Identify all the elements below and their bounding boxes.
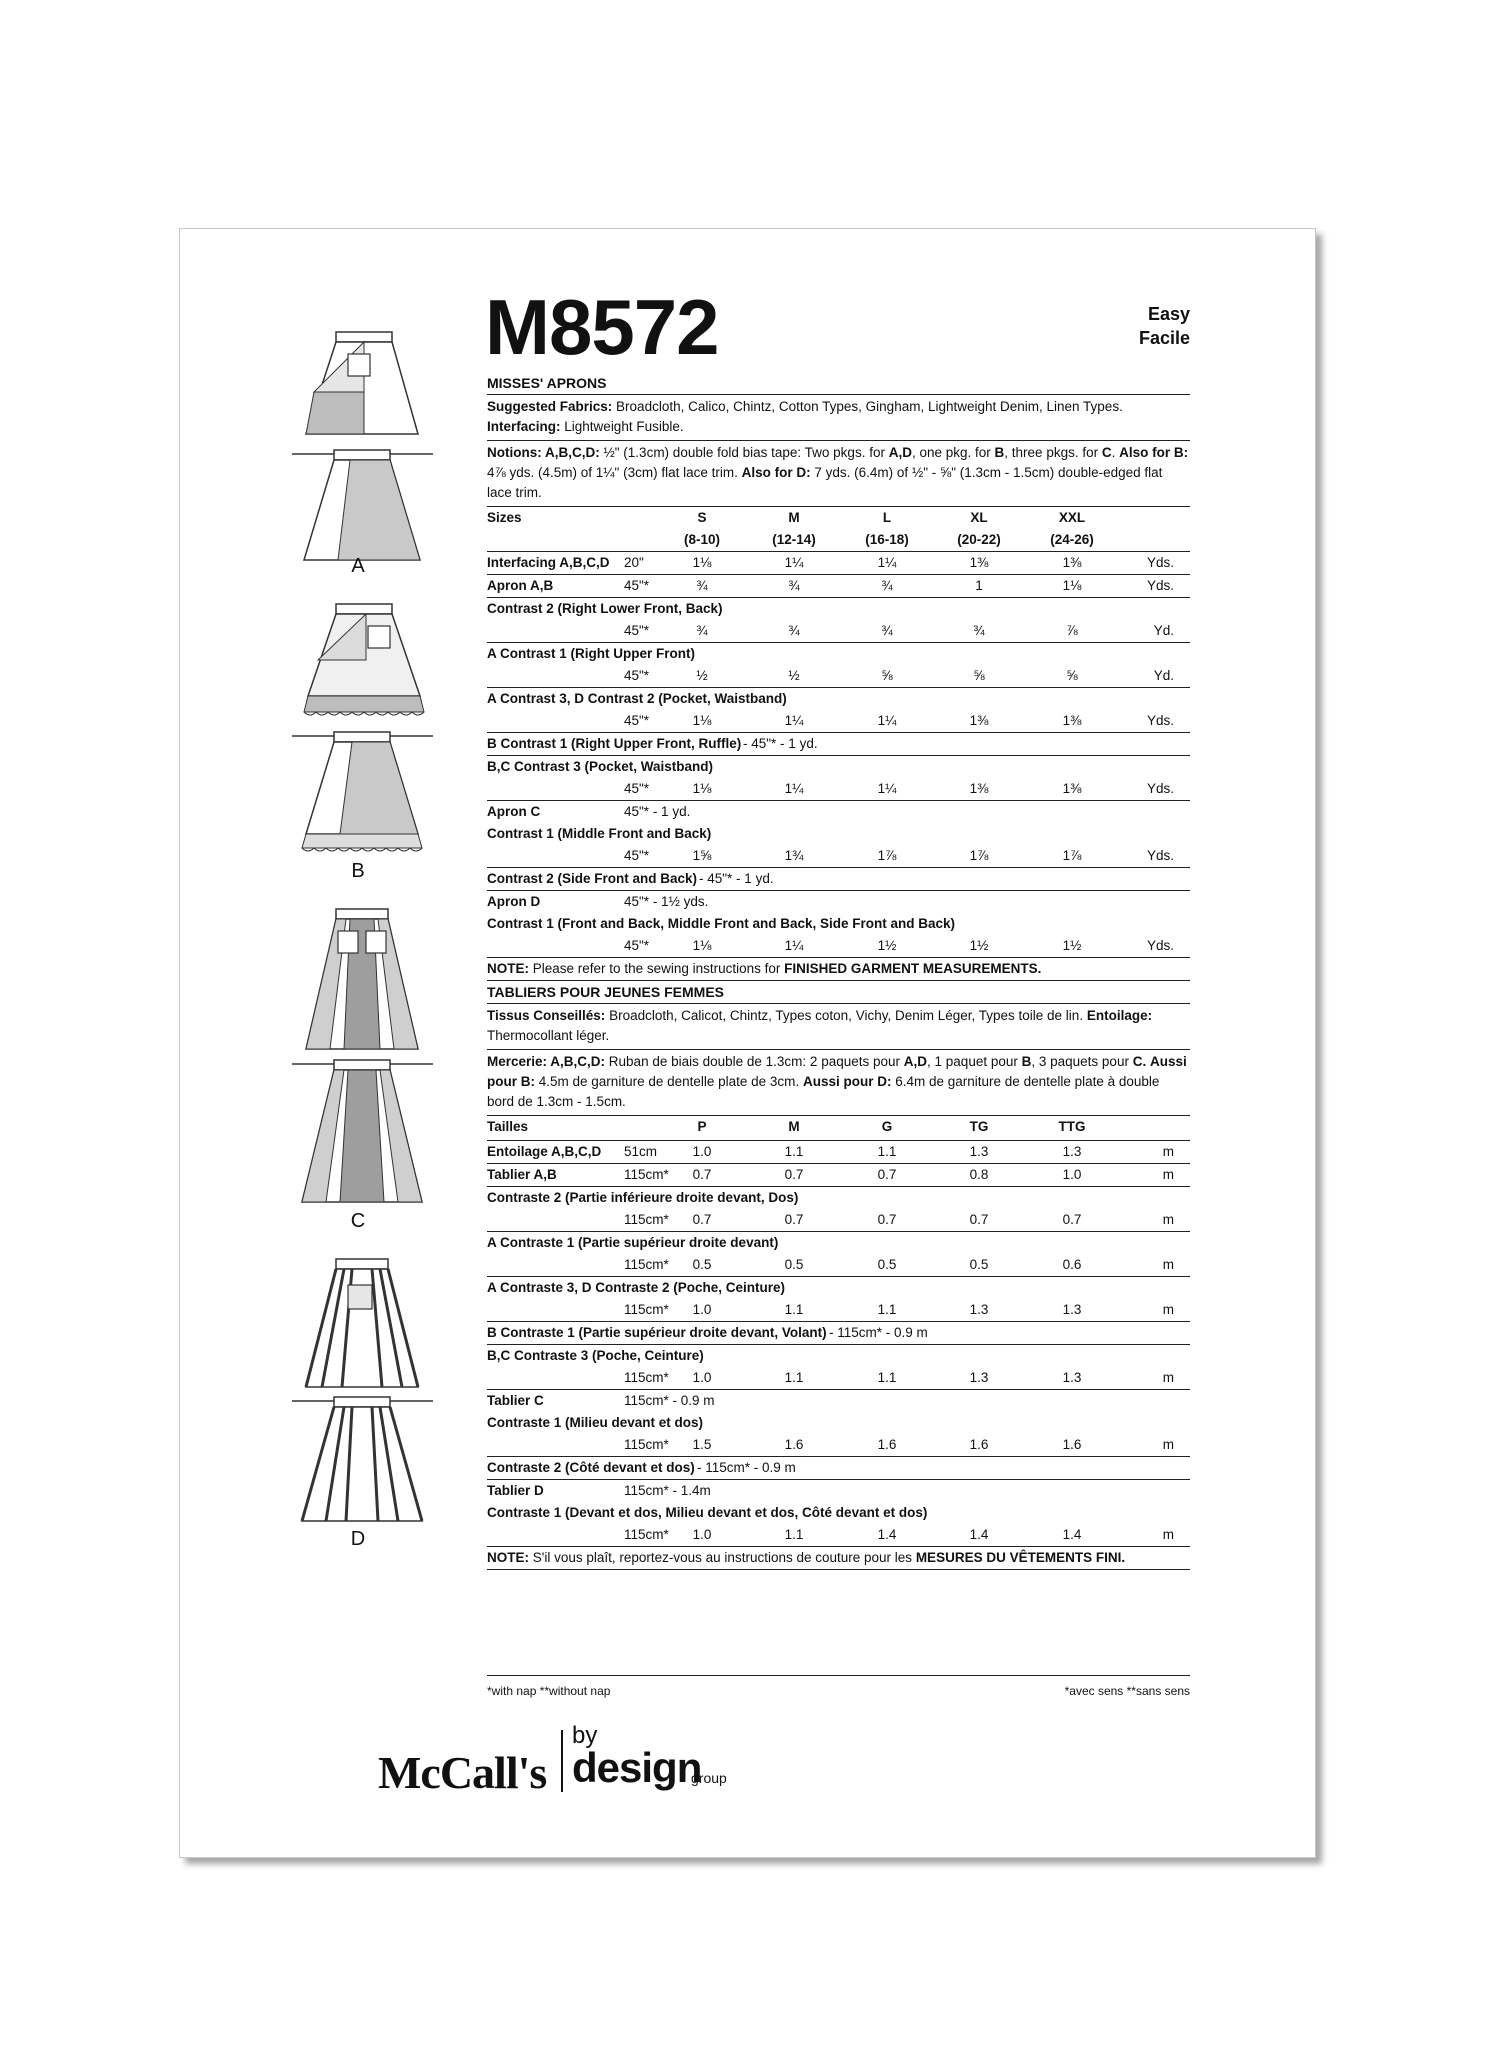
yardage-row xyxy=(487,1457,1190,1480)
unit: Yds. xyxy=(1146,848,1174,863)
fabric-width: 20" xyxy=(624,555,644,570)
row-label: A Contraste 1 (Partie supérieur droite devant) xyxy=(487,1235,779,1250)
yardage-row xyxy=(487,913,1190,935)
size-value: 1.3 xyxy=(969,1370,989,1385)
yardage-row xyxy=(487,1390,1190,1412)
size-value: 1.1 xyxy=(784,1370,804,1385)
size-value: 1½ xyxy=(1062,938,1082,953)
row-label: Contrast 2 (Right Lower Front, Back) xyxy=(487,601,723,616)
yardage-row xyxy=(487,1164,1190,1187)
size-value: 1¾ xyxy=(784,848,804,863)
size-value: 1½ xyxy=(877,938,897,953)
fabric-width: 115cm* - 0.9 m xyxy=(624,1393,715,1408)
yardage-row xyxy=(487,733,1190,756)
size-value: 1.1 xyxy=(784,1144,804,1159)
yardage-row xyxy=(487,598,1190,620)
yardage-row xyxy=(487,688,1190,710)
yardage-row xyxy=(487,1299,1190,1322)
en-note: NOTE: Please refer to the sewing instructions for FINISHED GARMENT MEASUREMENTS. xyxy=(487,958,1190,981)
size-value: ¾ xyxy=(788,578,800,593)
yardage-row xyxy=(487,1254,1190,1277)
yardage-row xyxy=(487,710,1190,733)
yardage-row xyxy=(487,778,1190,801)
size-value: 1.6 xyxy=(877,1437,897,1452)
size-value: 0.7 xyxy=(784,1212,804,1227)
yardage-row xyxy=(487,1480,1190,1502)
size-value: 0.7 xyxy=(692,1167,712,1182)
row-label: Contraste 1 (Devant et dos, Milieu devant et dos, Côté devant et dos) xyxy=(487,1505,928,1520)
yardage-row xyxy=(487,1187,1190,1209)
yardage-row xyxy=(487,665,1190,688)
unit: m xyxy=(1162,1437,1174,1452)
unit: m xyxy=(1162,1257,1174,1272)
fabric-width: 51cm xyxy=(624,1144,658,1159)
size-value: 0.5 xyxy=(969,1257,989,1272)
nap-legend-en: *with nap **without nap xyxy=(487,1684,611,1698)
unit: m xyxy=(1162,1144,1174,1159)
size-value: 0.8 xyxy=(969,1167,989,1182)
en-section-title: MISSES' APRONS xyxy=(487,372,1190,395)
fr-yardage-table xyxy=(487,1141,1190,1547)
row-label: Apron D xyxy=(487,894,541,909)
yardage-row xyxy=(487,1232,1190,1254)
view-label-a: A xyxy=(351,555,365,577)
size-value: 1⅞ xyxy=(1062,848,1082,863)
fr-sizes-header: Tailles P M G TG TTG xyxy=(487,1116,1190,1141)
size-value: 1⅛ xyxy=(692,781,712,796)
fabric-width: 45"* xyxy=(624,713,650,728)
row-label: B,C Contrast 3 (Pocket, Waistband) xyxy=(487,759,714,774)
size-value: 0.7 xyxy=(877,1212,897,1227)
en-fabrics: Suggested Fabrics: Broadcloth, Calico, Chintz, Cotton Types, Gingham, Lightweight Denim, Linen Types. Interfacing: Lightweight Fusible. xyxy=(487,395,1190,441)
size-value: 1.6 xyxy=(969,1437,989,1452)
unit: m xyxy=(1162,1167,1174,1182)
view-c-back-illustration xyxy=(290,1058,435,1208)
unit: m xyxy=(1162,1370,1174,1385)
size-value: 1¼ xyxy=(784,555,804,570)
unit: Yd. xyxy=(1153,623,1174,638)
fabric-width: 45"* - 1 yd. xyxy=(624,804,691,819)
size-value: 1.4 xyxy=(969,1527,989,1542)
en-yardage-table xyxy=(487,552,1190,958)
fabric-width: 115cm* xyxy=(624,1370,669,1385)
nap-legend-fr: *avec sens **sans sens xyxy=(1064,1684,1190,1698)
size-value: ¾ xyxy=(788,623,800,638)
size-value: 1⅜ xyxy=(969,555,989,570)
size-value: ⅝ xyxy=(1066,668,1078,683)
size-value: 1⅜ xyxy=(1062,555,1082,570)
unit: Yds. xyxy=(1146,578,1174,593)
size-value: 0.7 xyxy=(1062,1212,1082,1227)
row-label: A Contraste 3, D Contraste 2 (Poche, Ceinture) xyxy=(487,1280,786,1295)
fabric-width: 115cm* xyxy=(624,1527,669,1542)
fabric-width: 45"* xyxy=(624,668,650,683)
fabric-width: 115cm* xyxy=(624,1212,669,1227)
fabric-width: 45"* xyxy=(624,781,650,796)
fabric-width: 45"* xyxy=(624,848,650,863)
size-value: ½ xyxy=(696,668,708,683)
row-label: B Contrast 1 (Right Upper Front, Ruffle) xyxy=(487,736,742,751)
size-value: ⅞ xyxy=(1066,623,1078,638)
row-label: Contrast 1 (Middle Front and Back) xyxy=(487,826,712,841)
design-group-suffix: group xyxy=(691,1770,727,1786)
row-label: Contraste 2 (Côté devant et dos) xyxy=(487,1460,695,1475)
view-b-front-illustration xyxy=(296,600,431,720)
size-value: 1.1 xyxy=(877,1370,897,1385)
fabric-width: 115cm* xyxy=(624,1257,669,1272)
fr-fabrics: Tissus Conseillés: Broadcloth, Calicot, Chintz, Types coton, Vichy, Denim Léger, Types toile de lin. Entoilage: Thermocollant léger. xyxy=(487,1004,1190,1050)
size-value: 1.1 xyxy=(784,1302,804,1317)
size-value: 1⅛ xyxy=(1062,578,1082,593)
fabric-width: 115cm* xyxy=(624,1437,669,1452)
size-value: 1.4 xyxy=(877,1527,897,1542)
fabric-width: 45"* - 1½ yds. xyxy=(624,894,709,909)
size-value: 0.6 xyxy=(1062,1257,1082,1272)
row-inline-value: - 115cm* - 0.9 m xyxy=(829,1325,928,1340)
yardage-row xyxy=(487,1345,1190,1367)
size-value: ⅝ xyxy=(973,668,985,683)
unit: m xyxy=(1162,1302,1174,1317)
fr-section-title: TABLIERS POUR JEUNES FEMMES xyxy=(487,981,1190,1004)
size-value: 1.1 xyxy=(877,1144,897,1159)
en-sizes-header: Sizes S M L XL XXL (8-10) (12-14) (16-18) (20-22) (24-26) xyxy=(487,507,1190,552)
size-value: 1.1 xyxy=(877,1302,897,1317)
size-value: ¾ xyxy=(881,623,893,638)
size-value: 1.3 xyxy=(1062,1144,1082,1159)
row-label: Contrast 2 (Side Front and Back) xyxy=(487,871,698,886)
fabric-width: 45"* xyxy=(624,938,650,953)
difficulty-fr: Facile xyxy=(1138,328,1190,348)
size-value: 1.3 xyxy=(969,1144,989,1159)
size-value: ¾ xyxy=(881,578,893,593)
row-label: Contraste 1 (Milieu devant et dos) xyxy=(487,1415,704,1430)
yardage-row xyxy=(487,620,1190,643)
size-value: 1.0 xyxy=(692,1302,712,1317)
size-value: ¾ xyxy=(696,578,708,593)
size-value: 1.0 xyxy=(692,1144,712,1159)
size-value: 0.5 xyxy=(692,1257,712,1272)
size-value: 1⅜ xyxy=(1062,781,1082,796)
yardage-row xyxy=(487,1502,1190,1524)
size-value: 1¼ xyxy=(877,713,897,728)
yardage-row xyxy=(487,823,1190,845)
view-c-front-illustration xyxy=(300,905,425,1055)
view-label-c: C xyxy=(350,1210,366,1232)
yardage-row xyxy=(487,1434,1190,1457)
size-value: ¾ xyxy=(973,623,985,638)
yardage-row xyxy=(487,1209,1190,1232)
yardage-row xyxy=(487,756,1190,778)
fr-notions: Mercerie: A,B,C,D: Ruban de biais double de 1.3cm: 2 paquets pour A,D, 1 paquet pour B, 3 paquets pour C. Aussi pour B: 4.5m de garniture de dentelle plate de 3cm. Aussi pour D: 6.4m de garniture de dentelle plate à double bord de 1.3cm - 1.5cm. xyxy=(487,1050,1190,1116)
size-value: 1¼ xyxy=(877,781,897,796)
design-group-logo: design xyxy=(572,1744,702,1791)
row-label: Interfacing A,B,C,D xyxy=(487,555,610,570)
size-value: 0.7 xyxy=(877,1167,897,1182)
row-label: Tablier C xyxy=(487,1393,544,1408)
size-value: 1.3 xyxy=(1062,1370,1082,1385)
row-inline-value: - 45"* - 1 yd. xyxy=(743,736,818,751)
size-value: 1⅞ xyxy=(877,848,897,863)
row-label: Entoilage A,B,C,D xyxy=(487,1144,602,1159)
unit: m xyxy=(1162,1212,1174,1227)
view-label-b: B xyxy=(351,860,365,882)
fabric-width: 115cm* xyxy=(624,1167,669,1182)
size-value: 0.5 xyxy=(877,1257,897,1272)
row-inline-value: - 115cm* - 0.9 m xyxy=(697,1460,796,1475)
size-value: 1¼ xyxy=(877,555,897,570)
size-value: 1.3 xyxy=(1062,1302,1082,1317)
unit: Yds. xyxy=(1146,938,1174,953)
size-value: 1.3 xyxy=(969,1302,989,1317)
size-value: 1¼ xyxy=(784,781,804,796)
size-value: 0.7 xyxy=(692,1212,712,1227)
row-label: B Contraste 1 (Partie supérieur droite devant, Volant) xyxy=(487,1325,827,1340)
row-label: Apron C xyxy=(487,804,541,819)
yardage-row xyxy=(487,845,1190,868)
size-value: 1.0 xyxy=(1062,1167,1082,1182)
size-value: 1 xyxy=(975,578,983,593)
yardage-row xyxy=(487,1524,1190,1547)
row-label: A Contrast 3, D Contrast 2 (Pocket, Waistband) xyxy=(487,691,787,706)
size-value: ½ xyxy=(788,668,800,683)
difficulty-en: Easy xyxy=(1147,304,1190,324)
size-value: 1⅛ xyxy=(692,713,712,728)
view-d-front-illustration xyxy=(300,1255,425,1395)
size-value: 1.6 xyxy=(784,1437,804,1452)
view-label-d: D xyxy=(350,1528,366,1550)
size-value: 0.7 xyxy=(969,1212,989,1227)
size-value: 1.4 xyxy=(1062,1527,1082,1542)
size-value: 1.5 xyxy=(692,1437,712,1452)
size-value: 1½ xyxy=(969,938,989,953)
size-value: 1.0 xyxy=(692,1527,712,1542)
size-value: 0.7 xyxy=(784,1167,804,1182)
en-notions: Notions: A,B,C,D: ½" (1.3cm) double fold bias tape: Two pkgs. for A,D, one pkg. for B, three pkgs. for C. Also for B: 4⅞ yds. (4.5m) of 1¼" (3cm) flat lace trim. Also for D: 7 yds. (6.4m) of ½" - ⅝" (1.3cm - 1.5cm) double-edged flat lace trim. xyxy=(487,441,1190,507)
size-value: 1⅛ xyxy=(692,938,712,953)
fabric-width: 115cm* - 1.4m xyxy=(624,1483,711,1498)
logo-by: by xyxy=(572,1722,598,1749)
unit: Yds. xyxy=(1146,555,1174,570)
footer-divider xyxy=(487,1675,1190,1676)
unit: Yds. xyxy=(1146,781,1174,796)
row-label: Tablier D xyxy=(487,1483,544,1498)
yardage-row xyxy=(487,868,1190,891)
yardage-row xyxy=(487,801,1190,823)
fabric-width: 115cm* xyxy=(624,1302,669,1317)
fabric-width: 45"* xyxy=(624,623,650,638)
view-d-back-illustration xyxy=(290,1395,435,1527)
view-b-back-illustration xyxy=(290,730,435,858)
pattern-number: M8572 xyxy=(485,283,719,371)
row-label: Tablier A,B xyxy=(487,1167,557,1182)
yardage-row xyxy=(487,575,1190,598)
yardage-row xyxy=(487,891,1190,913)
size-value: 1.1 xyxy=(784,1527,804,1542)
unit: Yds. xyxy=(1146,713,1174,728)
difficulty-rating xyxy=(1100,302,1190,350)
size-value: 1.0 xyxy=(692,1370,712,1385)
size-value: 1¼ xyxy=(784,713,804,728)
unit: Yd. xyxy=(1153,668,1174,683)
row-inline-value: - 45"* - 1 yd. xyxy=(699,871,774,886)
size-value: 1⅝ xyxy=(692,848,712,863)
unit: m xyxy=(1162,1527,1174,1542)
row-label: Contrast 1 (Front and Back, Middle Front and Back, Side Front and Back) xyxy=(487,916,956,931)
row-label: B,C Contraste 3 (Poche, Ceinture) xyxy=(487,1348,704,1363)
size-value: 1⅜ xyxy=(969,781,989,796)
row-label: Contraste 2 (Partie inférieure droite devant, Dos) xyxy=(487,1190,799,1205)
size-value: 0.5 xyxy=(784,1257,804,1272)
size-value: 1¼ xyxy=(784,938,804,953)
view-a-front-illustration xyxy=(300,328,425,440)
yardage-row xyxy=(487,643,1190,665)
fabric-width: 45"* xyxy=(624,578,650,593)
yardage-row xyxy=(487,1277,1190,1299)
size-value: 1⅛ xyxy=(692,555,712,570)
size-value: 1⅜ xyxy=(969,713,989,728)
size-value: 1.6 xyxy=(1062,1437,1082,1452)
size-value: ⅝ xyxy=(881,668,893,683)
size-value: 1⅞ xyxy=(969,848,989,863)
yardage-row xyxy=(487,935,1190,958)
yardage-row xyxy=(487,1322,1190,1345)
row-label: A Contrast 1 (Right Upper Front) xyxy=(487,646,695,661)
size-value: 1⅜ xyxy=(1062,713,1082,728)
pattern-content xyxy=(487,372,1190,1570)
logo-divider xyxy=(561,1730,563,1792)
fr-note: NOTE: S'il vous plaît, reportez-vous au instructions de couture pour les MESURES DU VÊTEMENTS FINI. xyxy=(487,1547,1190,1570)
yardage-row xyxy=(487,1367,1190,1390)
mccalls-logo: McCall's xyxy=(378,1747,547,1798)
yardage-row xyxy=(487,1412,1190,1434)
yardage-row xyxy=(487,1141,1190,1164)
yardage-row xyxy=(487,552,1190,575)
size-value: ¾ xyxy=(696,623,708,638)
view-a-back-illustration xyxy=(290,448,435,566)
row-label: Apron A,B xyxy=(487,578,554,593)
